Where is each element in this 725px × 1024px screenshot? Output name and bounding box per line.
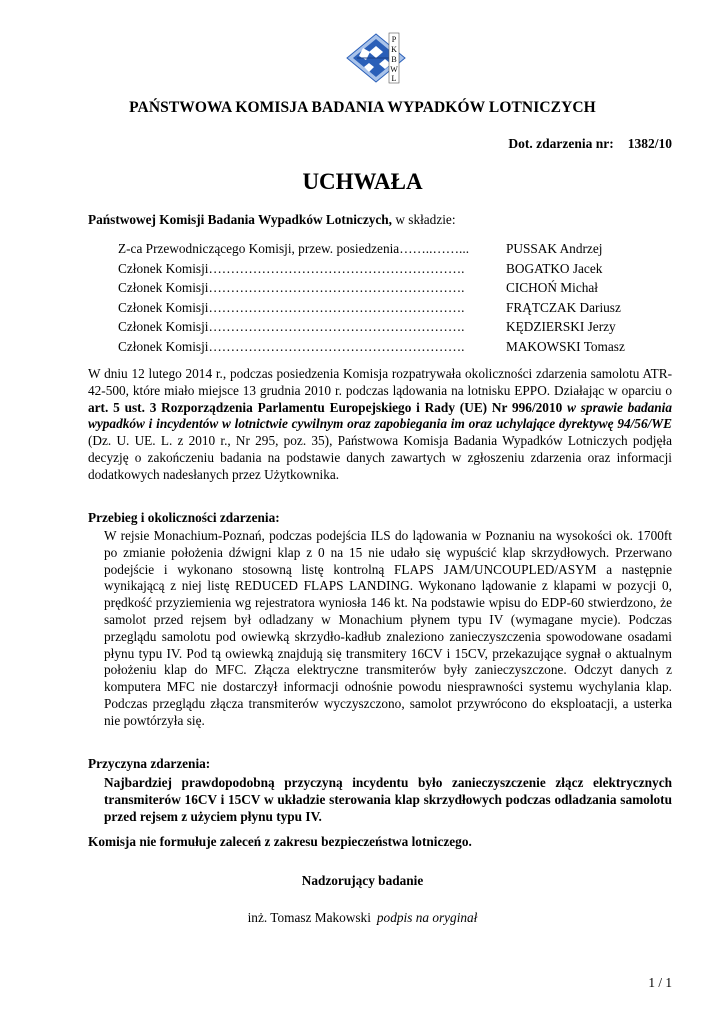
member-role: Członek Komisji…………………………………………………. [118, 319, 465, 334]
logo-letter-3: B [391, 55, 397, 64]
member-role: Członek Komisji…………………………………………………. [118, 260, 465, 276]
member-role: Z-ca Przewodniczącego Komisji, przew. posiedzenia……..……... [118, 241, 470, 256]
resolution-text-2: (Dz. U. UE. L. z 2010 r., Nr 295, poz. 35), Państwowa Komisja Badania Wypadków Lotniczych podjęła decyzję o zakończeniu badania na podstawie danych zawartych w zgłoszeniu zdarzenia oraz informacji dodatkowych nadesłanych przez Użytkownika. [88, 433, 672, 482]
organization-title: PAŃSTWOWA KOMISJA BADANIA WYPADKÓW LOTNICZYCH [129, 99, 596, 116]
regulation-reference: art. 5 ust. 3 Rozporządzenia Parlamentu Europejskiego i Rady (UE) Nr 996/2010 [88, 399, 563, 415]
incident-reference [508, 136, 672, 152]
page-number: 1 / 1 [648, 975, 672, 990]
resolution-paragraph [88, 366, 672, 484]
document-title: UCHWAŁA [302, 169, 423, 194]
member-name: MAKOWSKI Tomasz [506, 338, 625, 354]
supervisor-label: Nadzorujący badanie [301, 873, 424, 888]
pkbwl-logo [343, 32, 409, 84]
course-heading: Przebieg i okoliczności zdarzenia: [88, 510, 280, 525]
composition-label: w składzie: [392, 212, 456, 227]
member-name: PUSSAK Andrzej [506, 241, 603, 256]
member-role: Członek Komisji…………………………………………………. [118, 280, 465, 295]
member-name: FRĄTCZAK Dariusz [506, 299, 621, 315]
signature-line [0, 910, 725, 926]
commission-name: Państwowej Komisji Badania Wypadków Lotniczych, [88, 212, 393, 227]
member-row [118, 298, 648, 318]
member-name: CICHOŃ Michał [506, 280, 598, 295]
course-paragraph: W rejsie Monachium-Poznań, podczas podejścia ILS do lądowania w Poznaniu na wysokości ok. 1700ft po zmianie położenia dźwigni klap z 0 na 15 nie udało się wypuścić klap skrzydłowych. Przerwano podejście i wykonano stosowną listę kontrolną FLAPS JAM/UNCOUPLED/ASYM a następnie wynikającą z niej listę REDUCED FLAPS LANDING. Wykonano lądowanie z klapami w pozycji 0, prędkość przyziemienia wg rejestratora wyniosła 146 kt. Na podstawie wpisu do EDP-60 stwierdzono, że samolot przed rejsem był odladzany w Monachium płynem typu IV (wymagane mycie). Podczas przeglądu samolotu pod owiewką skrzydło-kadłub znaleziono zanieczyszczenia spowodowane osadami płynu typu IV. Pod tą owiewką znajdują się transmitery 16CV i 15CV, przekazujące sygnał o aktualnym położeniu klap do MFC. Złącza elektryczne transmiterów były zanieczyszczone. Odczyt danych z komputera MFC nie dostarczył informacji odnośnie powodu niesprawności systemu wychylania klap. Podczas przeglądu złącza transmiterów wyczyszczono, samolot przywrócono do eksploatacji, a usterka nie powtórzyła się. [104, 528, 672, 728]
member-role: Członek Komisji…………………………………………………. [118, 338, 465, 354]
logo-letter-5: L [391, 74, 397, 83]
member-row [118, 239, 648, 259]
member-role: Członek Komisji…………………………………………………. [118, 299, 465, 315]
cause-heading: Przyczyna zdarzenia: [88, 756, 211, 771]
member-name: KĘDZIERSKI Jerzy [506, 319, 616, 334]
cause-paragraph: Najbardziej prawdopodobną przyczyną incydentu było zanieczyszczenie złącz elektrycznych transmiterów 16CV i 15CV w układzie sterowania klap skrzydłowych podczas odladzania samolotu przed rejsem z użyciem płynu typu IV. [104, 775, 672, 824]
resolution-text-1: W dniu 12 lutego 2014 r., podczas posiedzenia Komisja rozpatrywała okoliczności zdarzenia samolotu ATR-42-500, które miało miejsce 13 grudnia 2010 r. podczas lądowania na lotnisku EPPO. Działając w oparciu o [88, 366, 672, 398]
logo-letter-1: P [391, 35, 397, 44]
member-row [118, 317, 648, 337]
commission-intro [88, 212, 456, 229]
incident-ref-number: 1382/10 [627, 136, 672, 151]
conclusion-statement: Komisja nie formułuje zaleceń z zakresu bezpieczeństwa lotniczego. [88, 834, 472, 849]
logo-letter-2: K [391, 45, 397, 54]
regulation-title: w sprawie badania wypadków i incydentów w lotnictwie cywilnym oraz zapobiegania im oraz uchylające dyrektywę 94/56/WE [88, 399, 673, 432]
signature-note: podpis na oryginał [376, 910, 478, 925]
member-row [118, 278, 648, 298]
logo-letter-4: W [390, 65, 398, 74]
supervisor-name: inż. Tomasz Makowski [247, 910, 371, 925]
member-name: BOGATKO Jacek [506, 260, 603, 276]
member-row [118, 259, 648, 279]
incident-ref-label: Dot. zdarzenia nr: [508, 136, 614, 151]
members-list [118, 239, 648, 356]
member-row [118, 337, 648, 357]
